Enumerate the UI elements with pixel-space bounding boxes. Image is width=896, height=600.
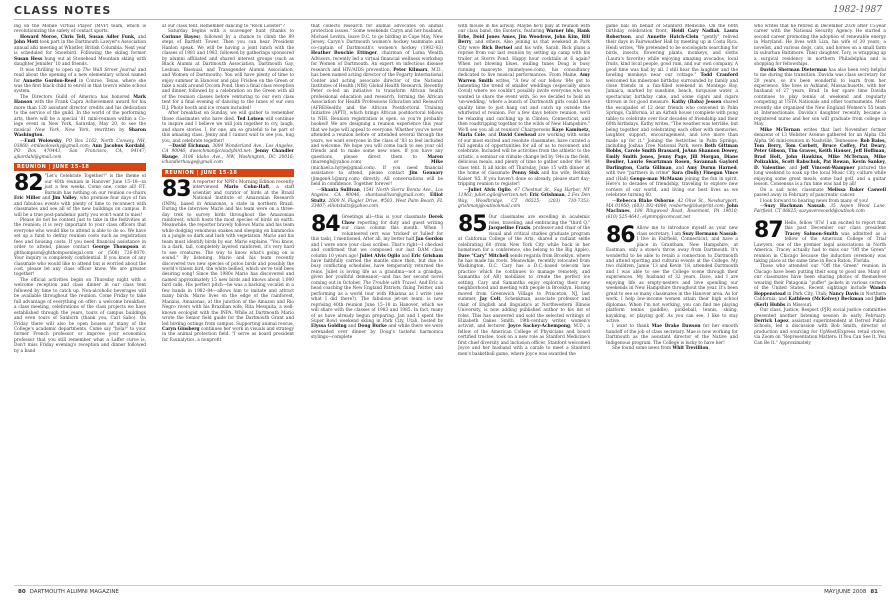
issue-date: MAY|JUNE 2008 [824,589,867,595]
magazine-name: DARTMOUTH ALUMNI MAGAZINE [29,589,119,595]
class-year-number: 84 [311,212,340,238]
class-year-number: 86 [606,223,635,249]
column-4: with mouse in his airway. Maybe he'll play at reunion with our class band, the Esoterix, featuring Warner Ido, Hank Erbe, Doid Jones Ames, Jim Woodrow, John Kim, Bill Berry, and others. Also joining us that weekend in Park City were Rick Bertsel and his wife, Sarah. Rick plans a reprise from our last reunion by setting up camp with his trailer at Storrs Pond. Happy hour cocktails at 6 again? When not blowing blues, wailing tunes Doug is busy running maxceyte (munelysee.com), his consultancy dedicated to live musical performances. From Maine, Amy Warren Smith writes, "A few of our fellow '84s got to lamenting the trend of smaller weddings (especially since Covid) where we couldn't possibly invite everyone who we wanted to share the event with. So we decided to hold an 'un-wedding,' where a bunch of Dartmouth girls could have quality time to just hang out and catch up outside the whirlwind of reunion. For a few days before reunion, we'll be relaxing and catching up in Clinton, Connecticut, and then roadtripping together to the wilds of New Hampshire." We'll see you all at reunion! Chairpersons Kaye Kaminetz, Marla Cole, and David Cowhead are working with some of our most excited and resolute classmates, have curated a full agenda of opportunities for all of us to reconnect and celebrate. Included will be activities from the athletic to the artistic, a seminar on climate change led by '84s in the field, delicious meals, and plenty of time to gather under the '84 class tent. It all kicks off Thursday, June 15 with dinner at the home of classmate Penny Sisk and his wife, Bethink Kaiser '85. If you haven't done so already, please start day-tripping reunion to register! —Juliet Alvis Ogilo, 47 Chestnut St., Sag Harbor, NY 11963; juliet.ogilo@verizon.net; Eric Grishman, 2 Fox Den Way, Woodbridge, CT 06525; (203) 710-7353; grishmanj@outlookmail.com 85 Our classmates are excelling in academic roles, traveling, and embracing the "third Q." Jacqueline Fraxis, professor and chair of the visual and critical studies graduate program at California College of the Arts, shared a radiant selfie celebrating 60 (from New York City while back in her hometown for a conference, she belong to the Big Apple). Dave "Cary" Mitchell sends regards from Brooklyn, where he has made his roots. Meanwhile, recently relocated from Washington, D.C. Cary has a D.C.-based telecom law practice which he continues to manage remotely, and Samantha (of AB) mobilizes to create the perfect ice setting. Cary and Samantha enjoy exploring their new neighborhood and meeting with people in Brooklyn. Having moved from Greenwich Village to Princeton, NJ, last summer, Jay Colt, Schenkman, associate professor and chair of English and linguistics at Northwestern Illinois University, is now adding published author to his list of roles. This has answered and sold the selected writings of Elizabeth Oakes Smith, 19th-century writer, women's activist, and lecturer. Joyce Sackey-Achempong, M.D., a fellow of the American College of Physicians and board certified trustee, took on a new role as Stanford Medicine's first chief diversity and inclusion officer, Stanford welcomed Joyce and her husband with a carafe to meet a Stanford men's basketball game, where Joyce was awarded the [458,24,590,357]
class-year-number: 85 [458,212,487,238]
section-title: CLASS NOTES [14,4,112,17]
reunion-banner: REUNION | JUNE 15-18 [14,163,146,171]
page-footer [14,585,882,598]
column-3: that collects research for animal advocates on animal protection issues." Some weekends Caryn and her husband, Michael Levitin, leave D.C. to go birding in Cape May, New Jersey. Caryn's Dartmouth women's hockey teammate and co-captain of Dartmouth's women's hockey (1982–83) Heather Bouchie Ettinger, chairman of Luma Wealth Advisors, recently led a virtual financial wellness workshop for Women of Dartmouth. An expert on infectious disease research and HIV/AIDS prevention, Peter Kilmarx, M.D., has been named acting director of the Fogarty International Center and acting associate director of the National Institutes of Health (NIH) Global Health Research. Recently Peter co-led an initiative to transform African health professional education and research, forming the African Association for Health Professions Education and Research (AFREHealth) and the African Postdoctoral Training Initiative (APTI), which brings African postdoctoral fellows to NIH. Reunion registration is open, so you're probably booked! We are designing a reunion experience this year that we hope will appeal to everyone. Whether you've never attended a reunion before or attended several through the years, we want everyone in the class of '83 to feel included and welcome. We hope you will come back to see your old friends and to make some new ones. If you have any questions, please direct them to Maren (marengb@yahoo.com) or Mike (michael.a.hyrje@gmail.com). If you need financial assistance to attend, please contact Jim Gennary (jimgen4.1@mrg.com) directly. All conversations will be held in confidence. Together forever! —Shanta Sullivan, 1541 North Sierra Bonita Ave., Los Angeles, CA 90046; shantasullivan@gmail.com; Elliot Stultz, 2600 N. Flagler Drive, #503, West Palm Beach, FL 33407; elliotstultz@yahoo.com 84 Greetings all—this is your classmate Derek Chow reporting for duty and guest writing our class column this month. When I volunteered (err, was 'tricked' or 'lulled' for this task), I mentioned, After all, my better half Jan Gordon and I were once your class scribes. That's right—I checked and confirmed that we composed our last DAM class column 10 years ago! Juliet Alvis Ogilo and Eric Grisham have faithfully carried the mantle since then, but due to busy conflicting schedules, have temporarily returned the reins. Juliet is loving life as a grandma—not a grandpa, given her youthful demeanor—and has her second novel coming out in October, The Trouble with Travel. And Eric is head coaching the New England Patriots, fixing Twitter, and performing as a world tour with Rhianna as I write (see what I did there?). The fabulous jet-set team, is now reprising 40th reunion June 15–18 in Hanover, which we will share with the classes of 1983 and 1985. In fact, many of us have already begun preparing. Jan and I spent the Super Bowl weekend skiing in Park City, Utah, hosted by Elyssa Golding and Doug Burke and while there we were serenaded over dinner by Doug's tasteful harmonica stylings—complete [311,24,443,341]
class-year-number: 87 [754,217,783,243]
reunion-banner: REUNION | JUNE 15-18 [162,169,294,177]
page-number-left: 80 [18,589,26,595]
class-notes-columns [14,24,886,579]
footer-left [14,589,119,595]
class-year-number: 82 [14,171,43,197]
column-6: who writes that he retired in December 2020 after 15-year career with the National Security Agency. He started a second career promoting the adoption of renewable energy in Maryland. He lives with Liza, his wife of 30 years, a novelist, and various dogs, cats, and horses on a small farm in suburban Baltimore. Their daughter, Tory, is wrapping up a surgical residency in northern Philadelphia and is shopping for fellowships. Davida Sherman Dieterman has also been very helpful to me during this transition. Davida was class secretary for 20 years, so it's been wonderful to learn from her experience. She lives in Ashland, Massachusetts, with her husband of 27 years, Brad. In her spare time Davida continues to play tennis at weekend and regularly competing at USTA Nationals and other tournaments. Most recently she organized the New England Women's 55 team at Intersectionals. Davida's daughter recently became a registered nurse and her son will graduate from college in May. Mike McTernan writes that last November former denizens of 13 Webster Avenue gathered for an Alpha Chi Alpha '86 mini-reunion in Nashville, Tennessee: Rob Bales, Tom Berry, Tom Corbett, Bruce Coffey, Pat Deary, Peter Gibson, Tim Graves, Keith Hauser, Jeff Hoffman, Brad Holt, John Hawkins, Mike McTernan, Mike Polizakkis, Scott Rabschuk, Pat Rowan, Kevin Sankey, D. Valentine, and Jeff Vincent-Wampner pictured the long weekend to soak up the local Music City culture while enjoying some great meals, some bad golf, and a guitar lesson. Consensus is a fun time was had by all! On a sad note, classmate Melissa Baker Caswell passed away in February of pancreatic cancer. I look forward to hearing news from many of you! —Suzy Hachman Nassab, 35 Aspen Wood Lane, Fairfield, CT 06825; suzyaverevoodd@outlook.com 87 Hello, fellow '87s! I am excited to report that this past December our class president Tracey Salmon-Smith was admitted as a fellow of the American College of Trial Lawyers, one of the premier legal associations in North America. Tracey actually had to miss our "Off the Green" reunion in Chicago because the induction ceremony was taking place at the same time in Boca Raton, Florida. Those who attended our "Off the Green" reunion in Chicago have been putting their song to good use. Many of our classmates have been sharing photos of themselves wearing their Patagonia "puffer" jackets in various corners of the United States. Recent sightings include Wanda Hoppenstead in Park City, Utah; Nancy Davis in Northern California; and Kathleen (McKelvey) Beckman and Julie (Kerl) Hubbs in Missouri. Our class, Justice, Respect (PJR) social justice committee presented another listening session in early February. Derrick Lopez, assistant superintendent at Detroit Public Schools, led a discussion with Bob Smith, director of production and sourcing for UpWest/Express retail stores, via Zoom on "Representation Matters: If You Can See It, You Can Be It." Approximately [754,24,886,346]
page-number-right: 81 [870,589,878,595]
column-1: ing on the Mobile Virtual Player (MVP) team, which is revolutionizing the safety of contact sports. Howard Moroe, Chris Tell, Susan Adler Funk, and John Mott took part in the Dartmouth Lawyer's Association annual alki meeting at Whistler, British Columbia. Next year is scheduled for Snowbird. Following the skiing former Susan Hess hung out at Stonehead Mountain skiing with daughter Jennifer '10 and friends. It was thrilling to open up The Wall Street Journal and read about the opening of a new elementary school named for Annette Gordon-Reed in Conroe, Texas, where she was the first black child to enroll in that town's white school system. The Directors Guild of America has honored Mark Hanson with the Frank Capra Achievement award for his more than 120 assistant director credits and his dedication to the service of the guild. In the world of the performing arts, there will be a special '81 mini-reunion within a Co-lege event in New York, Saturday, May 20, to see the musical New York, New York, rewritten by Sharon Washington. —Emil Wolowsky, PO Box 2162, North Conway, NH, 03860; emilwolowsky@gmail.com; Ann Jacobus Kordahl, PO Box 470443, San Francisco, CA, 94147; ajkordahl@gmail.com REUNION | JUNE 15-18 82 "Let's Celebrate Together!" is the theme of our 40th reunion in Hanover June 15–18—in just a few weeks. Come one, come all! P.T. Barnum has nothing on our reunion co-chairs Eric Miller and Jim Valley, who promise four days of fun and fabulous events with plenty of time to reconnect with classmates and see all of the new buildings on campus. It will be a true post-pandemic party you won't want to miss! Please do not be content just to take in the festivities at the reunion; it is very important to your class officers that everyone who would like to attend is able to do so. We have set up a fund to defray reunion costs such as registration fees and housing costs. If you need financial assistance in order to attend, please contact George Thompson at ghthompson@ghthompsonlegal.com or (508) 726-0070. Your inquiry is completely confidential. If you know of any classmate who would like to attend but is worried about the cost, please let any class officer know. We are greater together! The official activities begin on Thursday night with a welcome reception and class dinner in our class tent followed by time to catch up. Non-alcoholic beverages will be available throughout the reunion. Come Friday to take full advantage of everything on offer: a welcome breakfast, a class meeting, celebrations of the class projects we have established through the years, tours of campus buildings and even tours of Sanborn (thank you, Carl Sabo). On Friday there will also be open houses at many of the College's academic departments. Come say "hola!" to your former French professor or improve your economics professor that you still remember what a Laffer curve is. Don't miss Friday evening's reception and dinner followed by a band [14,24,146,354]
class-year-number: 83 [162,176,191,202]
header-rule [14,19,882,20]
page-header [0,0,896,26]
column-5: game ball on behalf of Stanford Medicine. On the 60th birthday celebration front, Heidi Cary Nadiak, Laura Robertson, and Annette Hatch-Clein "gently" relived their days in Fairweather Hall by meeting up in Costa Rica. Heidi writes, "We pretended to be sociologists searching for birds, insects, flowering plants, monkeys, and sloths (Laura's favorite) while enjoying amazing avocados, local fruits, kind local people, good rum, and our own company. A good time was had by all. I still hear the laughter and the howling monkeys near our cottage." Todd Cranford welcomed his milestone birthday surrounded by family and close friends in a fun-filled weekend in Montego Bay, Jamaica, marked by sunshine, beach, turquoise water, a spectacular birthday cake, and some cigars and cigars thrown in for good measure. Kathy (Baba) Jessen shared the escapades of 12 dear friends who convened in Palm Springs, California, at an Airbnb house (complete with pong table) to celebrate over four decades of friendship and their 60th birthdays. Kathy writes, "The weather was terrible, but being together and celebrating each other with memories, laughter, support, encouragement, and love more than made up for it." Joining the festivities in Palm Springs, including Joshua Tree National Park, were Beth Gittman Hobbs, Carole Smith Brassard, JoAnn Shannon Dowey, Emily Smith Jones, Jenny Page, Jill Morgan, Diane Boulier, Laurie Swartzman Rosen, Savannah Gaylord Darlington, Carla Gillman, and Amy Durnn Harned, with two "partners in crime" Sara (Dolly) Finegan Vince and (Hall) Gengo-man McMasan joining the fun in spirit. Here's to decades of friendship, traveling to explore new corners of our world, and living our best lives as we celebrate turning 60. —Rebecca Blake Osborne, 42 Olive St., Newburyport, MA 01950; (603) 392-4084; rosborne@blueprint.com; John MacInnes, 188 Ringwood Road, Rosemont, PA 19010; (610) 525-4641; elymmp@comcast.net 86 Allow me to introduce myself as your new class secretary. I am Suzy Hermann Nassab. I live in Fairfield, Connecticut, and have a place in Grantham, New Hampshire, at Eastman, only a stone's throw away from Dartmouth. It's wonderful to be able to retain a connection to Dartmouth and attend sporting and cultural events at the College. My two children, Jamie '13 and Kevin '18, attended Dartmouth and I was able to see the College scene through their experiences. My husband of 32 years, Dave, and I are enjoying life as empty-nesters and love spending our weekends in New Hampshire throughout the year. It's been great to see so many classmates in the Hanover area. As for work, I help low-income women attain their high school diplomas. When I'm not working, you can find me playing platform tennis (paddle), pickleball, tennis, skiing, kayaking, or playing golf. As you can see, I like to stay active. I want to thank Mae Drake Dawson for her smooth handoff of the job of class secretary. Mae is now working for Dartmouth as the assistant director of the Native and Indigenous program. The College is lucky to have her! She found some news from Whit Trevillion, [606,24,738,352]
column-2: at our class tent. Remember dancing to "Rock Lobster"? Saturday begins with a scavenger hunt (thanks to Corinne Hayes), followed by a chance to climb the 89 steps of Bartlett Tower. Then you can hear President Hanlon speak. We will be having a joint lunch with the classes of 1981 and 1983, followed by gatherings sponsored by alumni affiliated and shared interest groups (such as Black Alumni at Dartmouth Association, Dartmouth Gay, Lesbian, Bisexual, and Transgender Alumni Association, and Women of Dartmouth). You will have plenty of time to enjoy summer in Hanover and play Frisbee on the Green or take a walk around Occom Pond, then a final class reception and dinner, followed by a celebration on the Green with all of the reunion classes before venturing to our own class tent for a final evening of dancing to the tunes of our own D.J. Photo booth and ice cream included! After breakfast on Sunday, we will gather to remember those classmates who have died. Ted Lotsen will continue to inspire and I believe we will join together to cry, laugh, and share stories. I, for one, am so grateful to be part of this amazing class. Jenny and I cannot wait to see you, hug you, and celebrate together! —David Eichman, 3004 Wonderland Ave., Los Angeles, CA 90046; dweichman@cloudybird.net; Jenny Chandler Hauge, 3106 Idaho Ave., NW, Washington, DC 20016; ichandlerhauge@gmail.com REUNION | JUNE 15-18 83 A reporter for NPR's Morning Edition recently interviewed Mario Cohn-Haft, a staff scientist and curator of birds at the Brazil National Institute of Amazonian Research (INPA), based in Amazonas, a state in northern Brazil. During the interview Mario and his team were on a three-day trek to survey birds throughout the Amazonian rainforest, which hosts the most species of birds on earth. Meanwhile, the reporter bravely follows Mario and his team while dodging venomous snakes and sleeping on hammocks in a jungle so dark and lush with vegetation. Mario and his team must identify birds by ear, Mario explains, "You know, in a dark, tall, completely layered rainforest, it's very hard to see creatures. The way to know what's going on is sound." By listening, Mario and his team recently discovered two new species of potoo birds and possibly the world's tiniest bird, the white bellied, which we've told bees desiring song! Since the 1980s Mario has discovered and named approximately 15 new birds and knows about 1,000 bird calls. His perfect pitch—he was a backing vocalist in a few bands in 1982–84—allows him to imitate and attract many birds. Mario lives on the edge of the rainforest, Manaus, Amazonas, at the junction of the Amazon and Rio Negro rivers with his Brazilian wife, Rita Mesquita, a well-known ecologist with the INPA. While at Dartmouth Mario wrote the Senior field guide for the Dartmouth Grant and led birding outings from campus. Supporting animal rescue, Caryn Ginsberg continues her work in visuals and strategy in the animal protection field. "I serve as board president for Faunalytics, a nonprofit [162,24,294,343]
footer-right [824,589,882,595]
class-years: 1982-1987 [833,5,882,15]
